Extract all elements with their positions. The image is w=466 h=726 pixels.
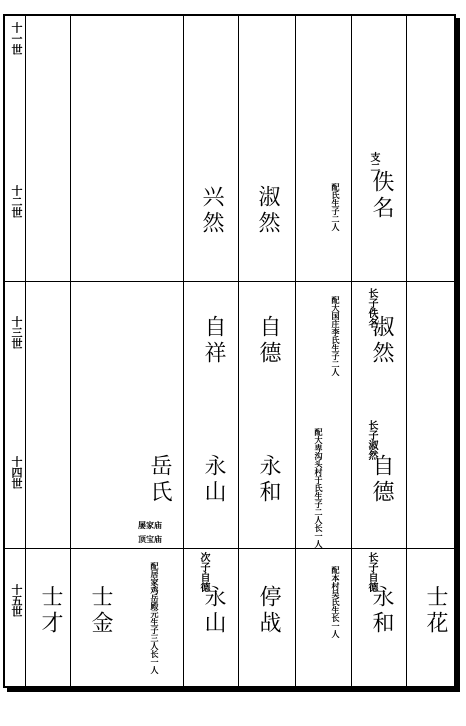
column-divider — [70, 14, 71, 688]
spouse-note: 配本村吴氏生长一人 — [331, 566, 341, 638]
row-divider — [3, 548, 456, 549]
column-divider — [25, 14, 26, 688]
person-name-zide: 自德 — [256, 315, 281, 367]
person-name-shijin: 士金 — [88, 585, 113, 637]
person-name-yue: 岳氏 — [147, 454, 172, 506]
generation-label-12: 十二世 — [10, 185, 23, 218]
generation-label-15: 十五世 — [10, 584, 23, 617]
spouse-note: 配大卑沟头村于氏生子二人长一人 — [314, 428, 324, 548]
spouse-note: 顶宝庙 — [138, 534, 162, 544]
column-divider — [351, 14, 352, 688]
person-name-shuran: 淑然 — [255, 185, 280, 237]
lineage-label: 长子淑然 — [366, 420, 377, 460]
column-divider — [295, 14, 296, 688]
column-divider — [406, 14, 407, 688]
person-name-shicai: 士才 — [38, 585, 63, 637]
spouse-note: 配大国庄李氏生子二人 — [331, 296, 341, 376]
spouse-note: 配居家鸡岳殿元生子三人长一人 — [150, 562, 160, 674]
person-name-shuran: 淑然 — [369, 315, 394, 367]
lineage-label: 长子佚名 — [366, 288, 377, 328]
person-name-shihua: 士花 — [423, 585, 448, 637]
person-name-yonghe: 永和 — [256, 454, 281, 506]
person-name-xingran: 兴然 — [199, 185, 224, 237]
person-name-yongshan: 永山 — [201, 454, 226, 506]
spouse-note: 配氏生子二人 — [331, 183, 341, 231]
spouse-note: 屡家庙 — [138, 520, 162, 530]
frame-shadow-right — [456, 18, 460, 692]
person-name-tingzhan: 停战 — [256, 585, 281, 637]
column-divider — [238, 14, 239, 688]
person-name-yonghe: 永和 — [369, 585, 394, 637]
generation-label-11: 十一世 — [10, 22, 23, 55]
person-name-zixiang: 自祥 — [201, 315, 226, 367]
lineage-label: 次子自德 — [198, 552, 209, 592]
column-divider — [183, 14, 184, 688]
generation-label-13: 十三世 — [10, 316, 23, 349]
person-name-yongshan: 永山 — [201, 585, 226, 637]
person-name-yiming: 佚名 — [369, 170, 394, 222]
person-name-zide: 自德 — [369, 454, 394, 506]
row-divider — [3, 281, 456, 282]
frame-shadow-bottom — [7, 688, 460, 692]
lineage-label: 支二 — [368, 152, 379, 172]
lineage-label: 长子自德 — [366, 552, 377, 592]
generation-label-14: 十四世 — [10, 456, 23, 489]
